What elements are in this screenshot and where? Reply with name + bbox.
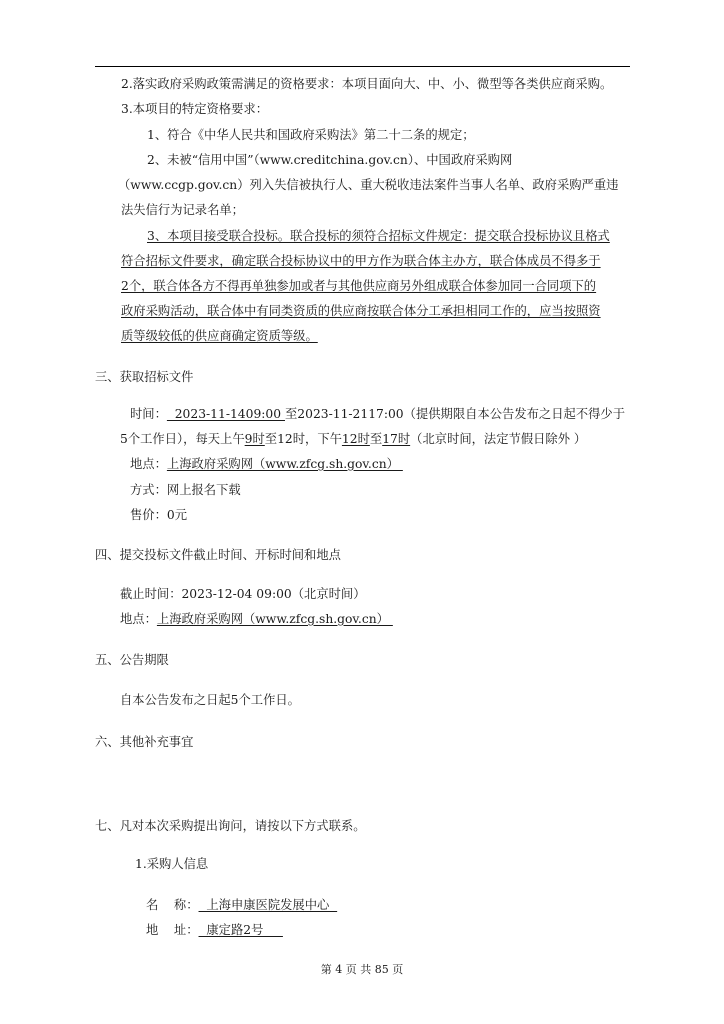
joint-bid-line2: 符合招标文件要求，确定联合投标协议中的甲方作为联合体主办方，联合体成员不得多于 xyxy=(121,254,601,268)
qualification-item-2-line3: 法失信行为记录名单； xyxy=(121,203,244,217)
purchaser-name-line xyxy=(146,897,337,913)
address-label: 地 址： xyxy=(146,923,199,937)
doc-time-line1 xyxy=(130,406,625,422)
submit-place-label: 地点： xyxy=(120,612,157,626)
am-to: 至12时，下午 xyxy=(264,432,342,446)
time-cont-b: （北京时间，法定节假日除外 ） xyxy=(410,432,587,446)
pm-to: 至 xyxy=(369,432,383,446)
purchaser-info-heading: 1.采购人信息 xyxy=(135,857,209,871)
name-value: 上海申康医院发展中心 xyxy=(198,898,338,912)
joint-bid-line4: 政府采购活动，联合体中有同类资质的供应商按联合体分工承担相同工作的，应当按照资 xyxy=(121,304,601,318)
doc-place-line xyxy=(130,456,403,472)
joint-bid-line3: 2个，联合体各方不得再单独参加或者与其他供应商另外组成联合体参加同一合同项下的 xyxy=(121,279,597,293)
header-rule xyxy=(95,66,630,67)
submit-place-link[interactable]: 上海政府采购网（www.zfcg.sh.gov.cn） xyxy=(156,612,393,626)
qualification-item-2-line2: （www.ccgp.gov.cn）列入失信被执行人、重大税收违法案件当事人名单、政府采购严重违 xyxy=(118,178,619,192)
time-cont-a: 5个工作日），每天上午 xyxy=(120,432,245,446)
joint-bid-line1: 3、本项目接受联合投标。联合投标的须符合招标文件规定：提交联合投标协议且格式 xyxy=(147,229,610,243)
place-label: 地点： xyxy=(130,457,167,471)
section-7-heading: 七、凡对本次采购提出询问，请按以下方式联系。 xyxy=(95,819,366,833)
place-link[interactable]: 上海政府采购网（www.zfcg.sh.gov.cn） xyxy=(166,457,403,471)
doc-price-line: 售价：0元 xyxy=(130,508,188,522)
section-4-heading: 四、提交投标文件截止时间、开标时间和地点 xyxy=(95,548,341,562)
purchaser-address-line xyxy=(146,922,283,938)
doc-time-line2 xyxy=(120,431,586,447)
qualification-item-1: 1、符合《中华人民共和国政府采购法》第二十二条的规定； xyxy=(147,128,475,142)
joint-bid-line5: 质等级较低的供应商确定资质等级。 xyxy=(121,329,318,343)
pm-start: 12时 xyxy=(341,432,370,446)
section-5-heading: 五、公告期限 xyxy=(95,653,169,667)
am-start: 9时 xyxy=(244,432,265,446)
deadline-line: 截止时间：2023-12-04 09:00（北京时间） xyxy=(120,587,366,601)
name-label: 名 称： xyxy=(146,898,199,912)
qualification-item-2-line1: 2、未被“信用中国”（www.creditchina.gov.cn）、中国政府采购网 xyxy=(147,153,513,167)
notice-period-text: 自本公告发布之日起5个工作日。 xyxy=(120,693,300,707)
qualification-policy-line: 2.落实政府采购政策需满足的资格要求：本项目面向大、中、小、微型等各类供应商采购。 xyxy=(121,77,613,91)
time-start: 2023-11-1409:00 xyxy=(166,407,285,421)
address-value: 康定路2号 xyxy=(198,923,283,937)
doc-method-line: 方式：网上报名下载 xyxy=(130,483,241,497)
time-end: 2023-11-2117:00 xyxy=(297,407,404,421)
submit-place-line xyxy=(120,611,393,627)
page-footer: 第 4 页 共 85 页 xyxy=(320,963,404,976)
special-qualification-heading: 3.本项目的特定资格要求： xyxy=(121,102,268,116)
time-label: 时间： xyxy=(130,407,167,421)
section-3-heading: 三、获取招标文件 xyxy=(95,370,194,384)
section-6-heading: 六、其他补充事宜 xyxy=(95,735,194,749)
time-note: （提供期限自本公告发布之日起不得少于 xyxy=(403,407,625,421)
time-to: 至 xyxy=(284,407,298,421)
pm-end: 17时 xyxy=(382,432,411,446)
